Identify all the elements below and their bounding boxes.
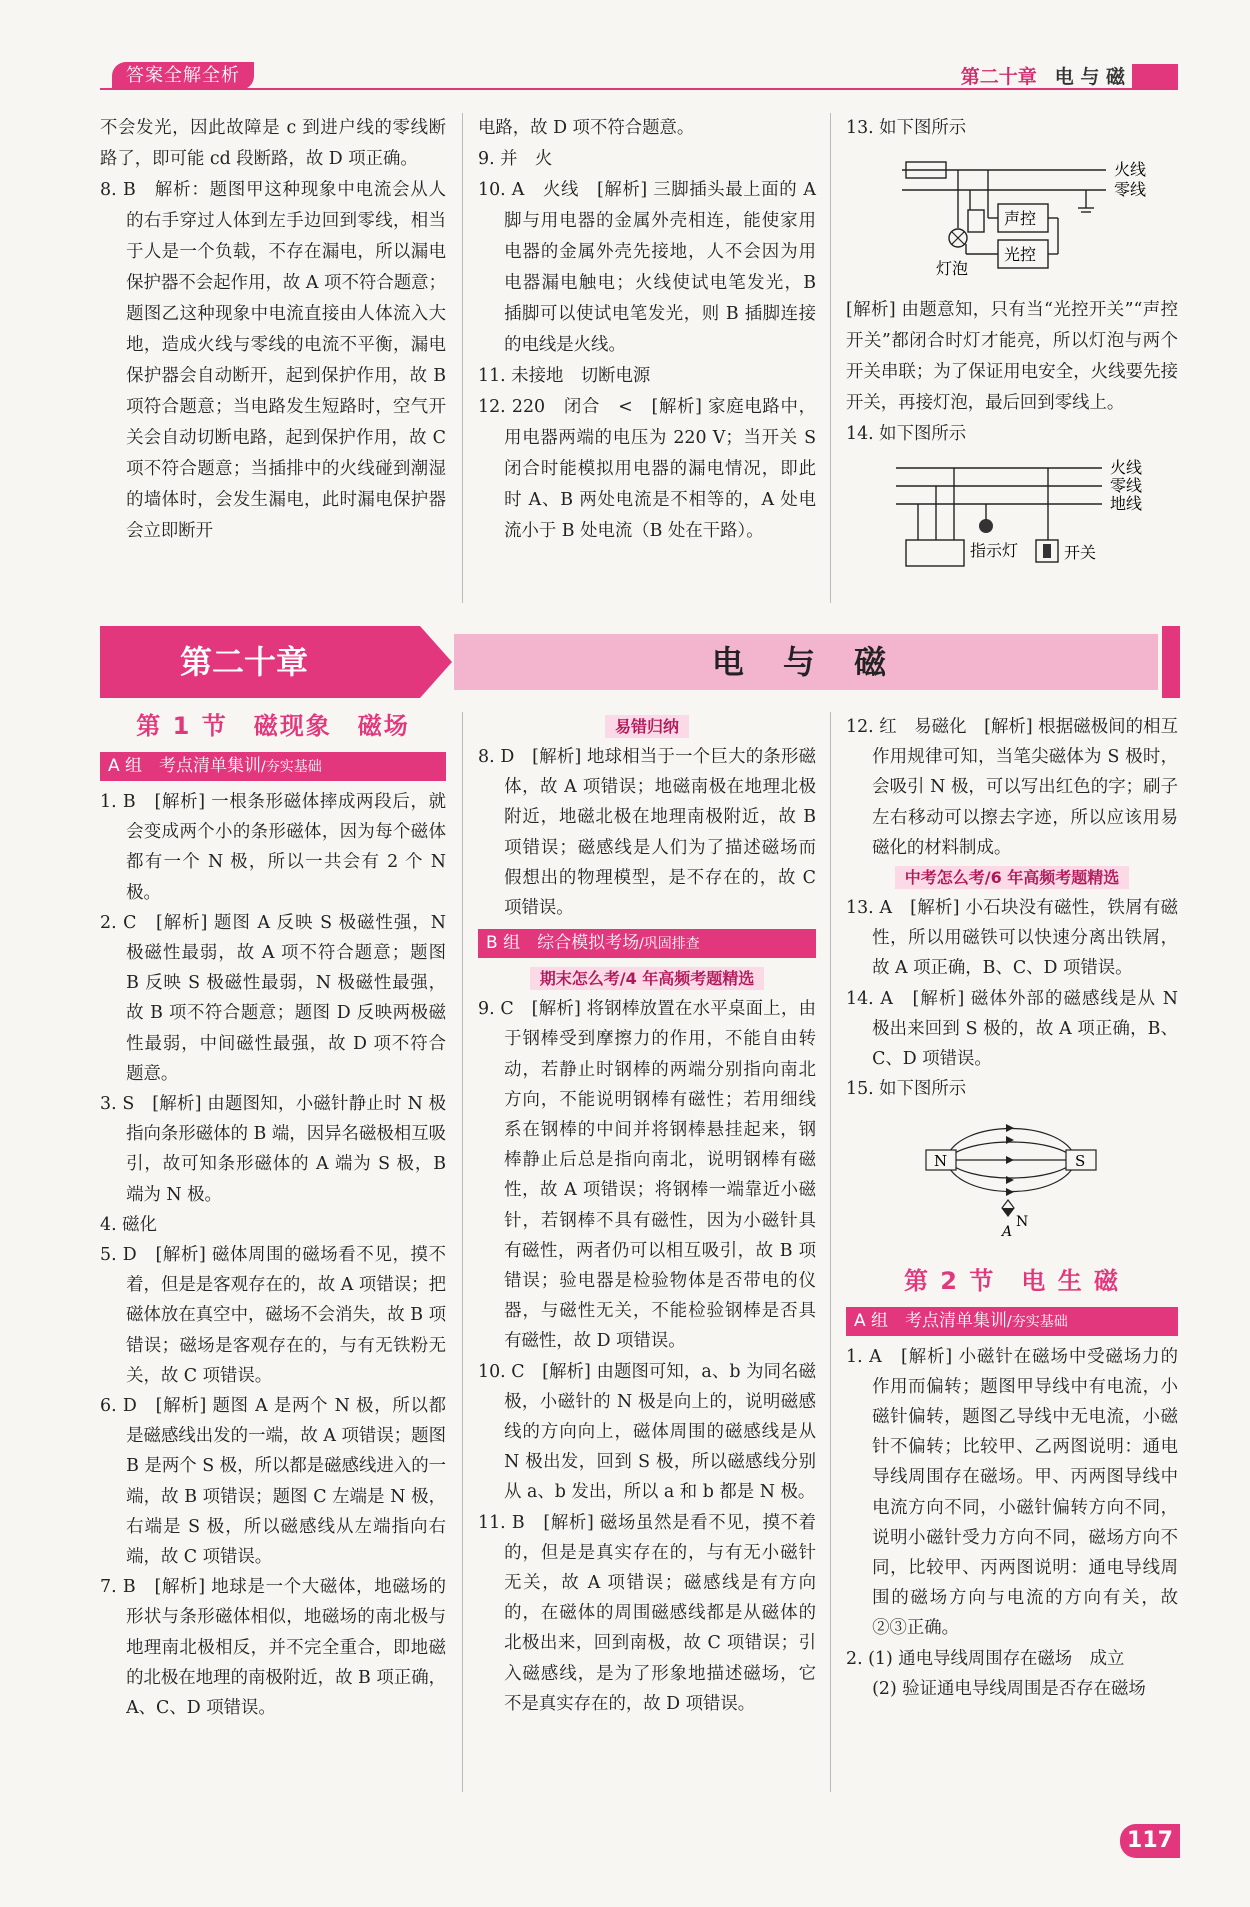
answer-item: 10. A 火线 [解析] 三脚插头最上面的 A 脚与用电器的金属外壳相连，能使家用电器的金属外壳先接地，人不会因为用电器漏电触电；火线使试电笔发光，B 插脚可以使试电笔发光，则 B 插脚连接的电线是火线。: [478, 180, 816, 355]
north-pole-label: N: [934, 1152, 948, 1171]
column-divider: [462, 113, 463, 603]
top-column-2: [478, 113, 816, 547]
indicator-label: 指示灯: [970, 541, 1019, 560]
answer-explanation: [解析] 由题意知，只有当“光控开关”“声控开关”都闭合时灯才能亮，所以灯泡与两个开关串联；为了保证用电安全，火线要先接开关，再接灯泡，最后回到零线上。: [846, 300, 1178, 413]
answer-item: 6. D [解析] 题图 A 是两个 N 极，所以都是磁感线出发的一端，故 A 项错误；题图 B 是两个 S 极，所以都是磁感线进入的一端，故 B 项错误；题图 C 左端是 N 极，右端是 S 极，所以磁感线从左端指向右端，故 C 项错误。: [100, 1396, 446, 1568]
section-2-title: 第 2 节 电 生 磁: [903, 1266, 1121, 1295]
group-a-label: A 组 考点清单集训: [108, 756, 262, 776]
indicator-lamp-icon: [979, 519, 993, 533]
group-b-bar: [478, 929, 816, 958]
chapter-arrow-icon: [420, 626, 452, 698]
section-1-title: 第 1 节 磁现象 磁场: [136, 712, 410, 740]
header-accent-block: [1132, 64, 1178, 88]
answer-item: 14. A [解析] 磁体外部的磁感线是从 N 极出来回到 S 极的，故 A 项正确，B、C、D 项错误。: [846, 988, 1178, 1070]
group-a2-label: A 组 考点清单集训: [854, 1310, 1008, 1331]
answer-item: 5. D [解析] 磁体周围的磁场看不见，摸不着，但是是客观存在的，故 A 项错误；把磁体放在真空中，磁场不会消失，故 B 项错误；磁场是客观存在的，与有无铁粉无关，故 C 项错误。: [100, 1245, 446, 1386]
chapter-end-block: [1162, 626, 1180, 698]
answer-item: 8. B 解析：题图甲这种现象中电流会从人的右手穿过人体到左手边回到零线，相当于人是一个负载，不存在漏电，所以漏电保护器不会起作用，故 A 项不符合题意；题图乙这种现象中电流直接由人体流入大地，造成火线与零线的电流不平衡，漏电保护器会自动断开，起到保护作用，故 B 项符合题意；当电路发生短路时，空气开关会自动切断电路，起到保护作用，故 C 项不符合题意；当插排中的火线碰到潮湿的墙体时，会发生漏电，此时漏电保护器会立即断开: [100, 180, 446, 541]
answer-item: 1. A [解析] 小磁针在磁场中受磁场力的作用而偏转；题图甲导线中有电流，小磁针偏转，题图乙导线中无电流，小磁针不偏转；比较甲、乙两图说明：通电导线周围存在磁场。甲、丙两图导线中电流方向不同，小磁针偏转方向不同，说明小磁针受力方向不同，磁场方向不同，比较甲、丙两图说明：通电导线周围的磁场方向与电流的方向有关，故②③正确。: [846, 1346, 1178, 1639]
chapter-title: 电 与 磁: [454, 634, 1158, 690]
neutral-wire-label: 零线: [1110, 476, 1143, 495]
bottom-column-3: [846, 712, 1178, 1704]
group-a-sub: /夯实基础: [261, 759, 322, 775]
live-wire-label: 火线: [1110, 458, 1143, 477]
answer-item: 4. 磁化: [100, 1214, 157, 1235]
header-chapter: [961, 62, 1125, 89]
south-pole-label: S: [1075, 1152, 1086, 1171]
ground-wire-label: 地线: [1110, 494, 1143, 513]
light-switch-label: 光控: [1004, 245, 1037, 264]
header-section-label: 答案全解全析: [112, 62, 254, 90]
answer-text: 电路，故 D 项不符合题意。: [478, 118, 695, 138]
bottom-column-2: [478, 712, 816, 1719]
sound-switch-label: 声控: [1004, 209, 1037, 228]
needle-n-label: N: [1016, 1214, 1029, 1231]
answer-item: 11. 未接地 切断电源: [478, 366, 651, 386]
live-wire-label: 火线: [1114, 160, 1147, 179]
answer-item: 2. C [解析] 题图 A 反映 S 极磁性强，N 极磁性最弱，故 A 项不符合题意；题图 B 反映 S 极磁性最弱，N 极磁性最强，故 B 项不符合题意；题图 D 反映两极磁性最弱，中间磁性最强，故 D 项不符合题意。: [100, 912, 446, 1084]
switch-label: 开关: [1064, 543, 1097, 562]
point-a-label: A: [1002, 1224, 1013, 1241]
circuit-diagram-13: [866, 148, 1166, 278]
header-chapter-number: 第二十章: [960, 66, 1037, 88]
answer-item: (2) 验证通电导线周围是否存在磁场: [872, 1678, 1146, 1699]
answer-item: 7. B [解析] 地球是一个大磁体，地磁场的形状与条形磁体相似，地磁场的南北极与地理南北极相反，并不完全重合，即地磁的北极在地理的南极附近，故 B 项正确，A、C、D 项错误。: [100, 1577, 446, 1719]
bulb-label: 灯泡: [936, 259, 969, 278]
answer-text: 不会发光，因此故障是 c 到进户线的零线断路了，即可能 cd 段断路，故 D 项正确。: [100, 118, 446, 169]
answer-item: 12. 红 易磁化 [解析] 根据磁极间的相互作用规律可知，当笔尖磁体为 S 极时，会吸引 N 极，可以写出红色的字；刷子左右移动可以擦去字迹，所以应该用易磁化的材料制成。: [846, 717, 1178, 858]
answer-item: 9. C [解析] 将钢棒放置在水平桌面上，由于钢棒受到摩擦力的作用，不能自由转动，若静止时钢棒的两端分别指向南北方向，不能说明钢棒有磁性；若用细线系在钢棒的中间并将钢棒悬挂起来，钢棒静止后总是指向南北，说明钢棒有磁性，故 A 项错误；将钢棒一端靠近小磁针，若钢棒不具有磁性，因为小磁针具有磁性，两者仍可以相互吸引，故 B 项错误；验电器是检验物体是否带电的仪器，与磁性无关，不能检验钢棒是否具有磁性，故 D 项错误。: [478, 999, 816, 1352]
answer-item: 1. B [解析] 一根条形磁体摔成两段后，就会变成两个小的条形磁体，因为每个磁体都有一个 N 极，所以一共会有 2 个 N 极。: [100, 792, 446, 903]
group-a-bar: [100, 752, 446, 781]
answer-item: 3. S [解析] 由题图知，小磁针静止时 N 极指向条形磁体的 B 端，因异名磁极相互吸引，故可知条形磁体的 A 端为 S 极，B 端为 N 极。: [100, 1094, 446, 1205]
answer-item: 2. (1) 通电导线周围存在磁场 成立: [846, 1648, 1125, 1669]
top-column-3: [846, 113, 1178, 589]
zhongkao-heading: 中考怎么考/6 年高频考题精选: [846, 863, 1178, 893]
chapter-banner: [100, 626, 1180, 698]
answer-item: 11. B [解析] 磁场虽然是看不见，摸不着的，但是是真实存在的，与有无小磁针无关，故 A 项错误；磁感线是有方向的，在磁体的周围磁感线都是从磁体的北极出来，回到南极，故 C 项错误；引入磁感线，是为了形象地描述磁场，它不是真实存在的，故 D 项错误。: [478, 1512, 816, 1714]
final-exam-heading: 期末怎么考/4 年高频考题精选: [478, 964, 816, 994]
mistake-summary-heading: 易错归纳: [478, 712, 816, 742]
bottom-column-1: [100, 706, 446, 1723]
page-number: 117: [1120, 1824, 1180, 1858]
top-column-1: [100, 113, 446, 547]
answer-item: 10. C [解析] 由题图可知，a、b 为同名磁极，小磁针的 N 极是向上的，说明磁感线的方向向上，磁体周围的磁感线是从 N 极出发，回到 S 极，所以磁感线分别从 a、b 发出，所以 a 和 b 都是 N 极。: [478, 1361, 816, 1503]
answer-item: 8. D [解析] 地球相当于一个巨大的条形磁体，故 A 项错误；地磁南极在地理北极附近，地磁北极在地理南极附近，故 B 项错误；磁感线是人们为了描述磁场而假想出的物理模型，是不存在的，故 C 项错误。: [478, 747, 816, 919]
neutral-wire-label: 零线: [1114, 180, 1147, 199]
answer-item: 13. A [解析] 小石块没有磁性，铁屑有磁性，所以用磁铁可以快速分离出铁屑，故 A 项正确，B、C、D 项错误。: [846, 898, 1178, 979]
column-divider: [462, 712, 463, 1792]
magnetic-field-diagram: [916, 1108, 1116, 1244]
group-a2-bar: [846, 1307, 1178, 1336]
answer-item: 12. 220 闭合 < [解析] 家庭电路中，用电器两端的电压为 220 V；当开关 S 闭合时能模拟用电器的漏电情况，即此时 A、B 两处电流是不相等的，A 处电流小于 B 处电流（B 处在干路）。: [478, 397, 816, 541]
column-divider: [830, 113, 831, 603]
circuit-diagram-14: [866, 454, 1166, 572]
chapter-number: 第二十章: [100, 626, 420, 698]
answer-item: 14. 如下图所示: [846, 424, 967, 444]
group-a2-sub: /夯实基础: [1007, 1313, 1068, 1330]
column-divider: [830, 712, 831, 1792]
answer-item: 13. 如下图所示: [846, 118, 967, 138]
group-b-label: B 组 综合模拟考场: [486, 933, 640, 954]
answer-item: 15. 如下图所示: [846, 1079, 967, 1100]
answer-item: 9. 并 火: [478, 149, 553, 169]
group-b-sub: /巩固排查: [639, 936, 700, 953]
header-subject: 电 与 磁: [1054, 66, 1125, 88]
